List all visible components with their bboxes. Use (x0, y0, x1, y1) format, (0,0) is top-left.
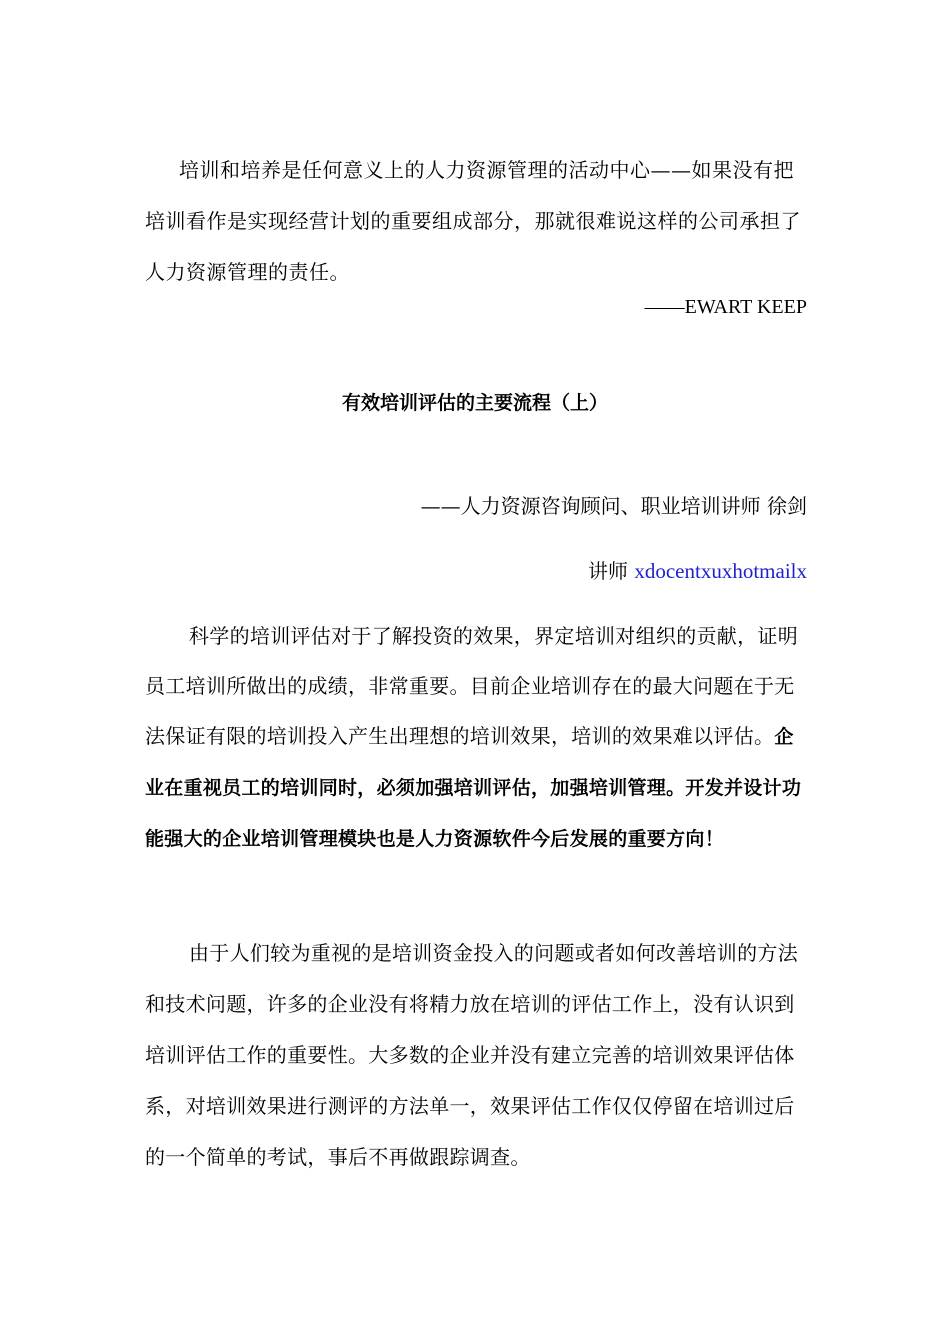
email-link[interactable]: xdocentxuxhotmailx (634, 559, 807, 583)
contact-label: 讲师 (588, 559, 635, 583)
paragraph-1 (145, 611, 807, 864)
author-contact (145, 555, 807, 584)
paragraph-1-emphasis: 企业在重视员工的培训同时，必须加强培训评估，加强培训管理。开发并设计功能强大的企业培训管理模块也是人力资源软件今后发展的重要方向！ (145, 726, 802, 850)
author-byline: ——人力资源咨询顾问、职业培训讲师 徐剑 (420, 494, 807, 518)
paragraph-1-text: 科学的培训评估对于了解投资的效果，界定培训对组织的贡献，证明员工培训所做出的成绩，非常重要。目前企业培训存在的最大问题在于无法保证有限的培训投入产生出理想的培训效果，培训的效果难以评估。 (145, 624, 798, 748)
article-title: 有效培训评估的主要流程（上） (341, 392, 608, 414)
paragraph-2: 由于人们较为重视的是培训资金投入的问题或者如何改善培训的方法和技术问题，许多的企业没有将精力放在培训的评估工作上，没有认识到培训评估工作的重要性。大多数的企业并没有建立完善的培训效果评估体系，对培训效果进行测评的方法单一，效果评估工作仅仅停留在培训过后的一个简单的考试，事后不再做跟踪调查。 (145, 941, 798, 1169)
epigraph-quote: 培训和培养是任何意义上的人力资源管理的活动中心——如果没有把培训看作是实现经营计划的重要组成部分，那就很难说这样的公司承担了人力资源管理的责任。 (145, 158, 801, 284)
epigraph-attribution: ——EWART KEEP (644, 296, 807, 318)
